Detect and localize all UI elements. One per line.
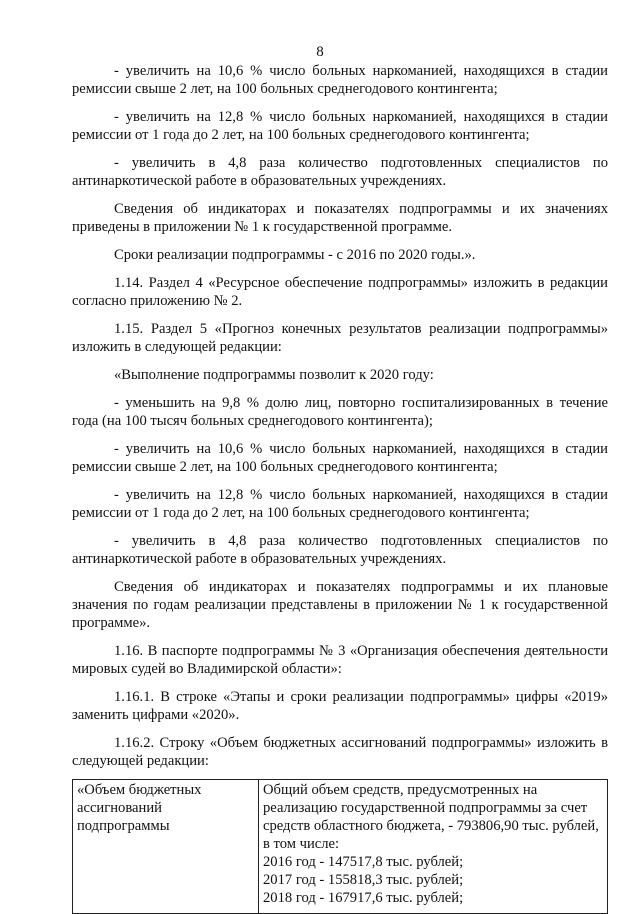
table-cell-line: 2016 год - 147517,8 тыс. рублей; [263,854,464,870]
table-cell-value [259,780,608,914]
table-row [73,780,608,914]
paragraph: 1.16.1. В строке «Этапы и сроки реализации подпрограммы» цифры «2019» заменить цифрами «2020». [72,689,608,723]
paragraph: Сведения об индикаторах и показателях подпрограммы и их значениях приведены в приложении № 1 к государственной программе. [72,201,608,235]
paragraph: 1.15. Раздел 5 «Прогноз конечных результатов реализации подпрограммы» изложить в следующей редакции: [72,321,608,355]
table-cell-line: 2018 год - 167917,6 тыс. рублей; [263,890,464,906]
page-number: 8 [316,44,324,60]
paragraph: Сроки реализации подпрограммы - с 2016 по 2020 годы.». [114,247,476,263]
paragraph: - увеличить на 10,6 % число больных наркоманией, находящихся в стадии ремиссии свыше 2 лет, на 100 больных среднегодового контингента; [72,63,608,97]
paragraph: - увеличить в 4,8 раза количество подготовленных специалистов по антинаркотической работе в образовательных учреждениях. [72,533,608,567]
paragraph: - увеличить в 4,8 раза количество подготовленных специалистов по антинаркотической работе в образовательных учреждениях. [72,155,608,189]
paragraph: 1.16.2. Строку «Объем бюджетных ассигнований подпрограммы» изложить в следующей редакции: [72,735,608,769]
paragraph: - увеличить на 12,8 % число больных наркоманией, находящихся в стадии ремиссии от 1 года до 2 лет, на 100 больных среднегодового контингента; [72,487,608,521]
budget-table [72,779,608,914]
paragraph: - увеличить на 12,8 % число больных наркоманией, находящихся в стадии ремиссии от 1 года до 2 лет, на 100 больных среднегодового контингента; [72,109,608,143]
paragraph: 1.14. Раздел 4 «Ресурсное обеспечение подпрограммы» изложить в редакции согласно приложению № 2. [72,275,608,309]
paragraph: 1.16. В паспорте подпрограммы № 3 «Организация обеспечения деятельности мировых судей во Владимирской области»: [72,643,608,677]
document-body [72,62,608,914]
paragraph: - уменьшить на 9,8 % долю лиц, повторно госпитализированных в течение года (на 100 тысяч больных среднегодового контингента); [72,395,608,429]
paragraph: - увеличить на 10,6 % число больных наркоманией, находящихся в стадии ремиссии свыше 2 лет, на 100 больных среднегодового контингента; [72,441,608,475]
table-cell-label: «Объем бюджетных ассигнований подпрограммы [73,780,259,914]
table-cell-line: Общий объем средств, предусмотренных на реализацию государственной подпрограммы за счет средств областного бюджета, - 793806,90 тыс. рублей, в том числе: [263,782,599,852]
paragraph: Сведения об индикаторах и показателях подпрограммы и их плановые значения по годам реализации представлены в приложении № 1 к государственной программе». [72,579,608,631]
table-cell-line: 2017 год - 155818,3 тыс. рублей; [263,872,464,888]
paragraph: «Выполнение подпрограммы позволит к 2020 году: [114,367,434,383]
